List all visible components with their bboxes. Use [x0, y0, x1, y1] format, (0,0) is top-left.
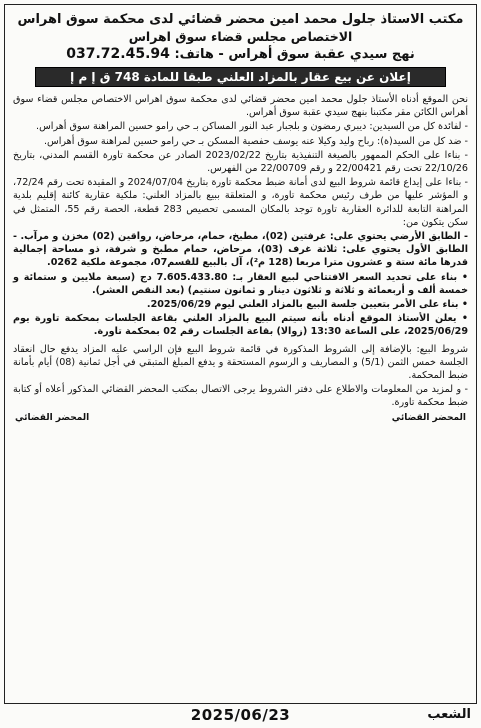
signature-left: المحضر القضائي [15, 412, 90, 423]
paragraph-conditions-deposit: - بناءا على إيداع قائمة شروط البيع لدى أمانة ضبط محكمة تاورة بتاريخ 2024/07/04 و المقيدة تحت رقم 72/24، و المؤشر عليها من طرف رئيس محكمة تاورة، و المتعلقة ببيع بالمزاد العلني: ملكية عقارية كائنة إقليم بلدية المراهنة التابعة للدائرة العقارية تاورة توجد بالمكان المسمى تحصيص 283 قطعة، الحصة رقم 55، المتمثل في سكن يتكون من: [13, 177, 469, 228]
paragraph-property-description: - الطابق الأرضي يحتوي على: غرفتين (02)، مطبخ، حمام، مرحاض، رواقين (02) مخزن و مرآب. - الطابق الأول يحتوي على: ثلاثة غرف (03)، مرحاض، حمام مطبخ و شرفة، ذو مساحة إجمالية قدرها مائة ستة و عشرون مترا مربعا (128 م²)، آل بالبيع للقسم07، مجموعة ملكية 0262. [13, 231, 468, 269]
signature-right: المحضر القضائي [391, 412, 466, 423]
header [5, 5, 476, 63]
office-title: مكتب الاستاذ جلول محمد امين محضر قضائي لدى محكمة سوق اهراس [17, 12, 464, 27]
phone-number: 037.72.45.94 [66, 46, 170, 62]
paragraph-contact: - و لمزيد من المعلومات والاطلاع على دفتر الشروط يرجى الاتصال بمكتب المحضر القضائي المذكور أعلاه أو كتابة ضبط محكمة تاورة. [13, 384, 468, 409]
paragraph-session-order: • بناء على الأمر بتعيين جلسة البيع بالمزاد العلني ليوم 2025/06/29. [146, 299, 468, 311]
paragraph-auction-date: • يعلن الأستاذ الموقع أدناه بأنه سيتم البيع بالمزاد العلني بقاعة الجلسات بمحكمة تاورة يوم 2025/06/29، على الساعة 13:30 (زوالا) بقاعة الجلسات رقم 02 بمحكمة تاورة. [13, 313, 468, 338]
paragraph-intro: نحن الموقع أدناه الأستاذ جلول محمد امين محضر قضائي لدى محكمة سوق اهراس الاختصاص مجلس قضاء سوق أهراس الكائن مقر مكتبنا بنهج سيدي عقبة سوق أهراس. [13, 94, 468, 119]
signature-row [5, 411, 476, 423]
paragraph-sale-conditions: شروط البيع: بالإضافة إلى الشروط المذكورة في قائمة شروط البيع فإن الراسي عليه المزاد يدفع حال انعقاد الجلسة خمس الثمن (5/1) و المصاريف و الرسوم المستحقة و يدفع المبلغ المتبقي في أجل ثمانية (08) أيام بأمانة ضبط المحكمة. [13, 343, 469, 382]
paragraph-plaintiffs: - لفائدة كل من السيدين: ديبري رمضون و بلجبار عبد النور المساكن بـ حي رامو حسين المراهنة سوق أهراس. [36, 121, 468, 133]
paragraph-judgment: - بناءا على الحكم الممهور بالصيغة التنفيذية بتاريخ 2023/02/22 الصادر عن محكمة تاورة القسم المدني، بتاريخ 22/10/26 تحت رقم 22/00421 و رقم 22/00709 من الفهرس. [13, 149, 468, 175]
office-address [5, 46, 476, 63]
announcement-frame [4, 4, 477, 704]
newspaper-name: الشعب [427, 707, 471, 722]
announcement-banner: إعلان عن بيع عقار بالمزاد العلني طبقا للمادة 748 ق إ م إ [35, 67, 446, 87]
paragraph-opening-price: • بناء على تحديد السعر الافتتاحي لبيع العقار بـ: 7.605.433.80 دج (سبعة ملايين و ستمائة و خمسة ألف و أربعمائة و ثلاثة و ثلاثون دينار و ثمانون سنتيم) (بعد النقص العشر). [13, 271, 468, 296]
paragraph-defendant: - ضد كل من السيد(ة): رباح وليد وكيلا عنه يوسف حفصية المسكن بـ حي رامو حسين لمراهنة سوق أهراس. [43, 135, 468, 147]
publication-date: 2025/06/23 [190, 706, 291, 724]
office-jurisdiction: الاختصاص مجلس قضاء سوق اهراس [128, 29, 353, 44]
address-text: نهج سيدي عقبة سوق أهراس - هاتف: [174, 47, 415, 62]
announcement-body [5, 89, 476, 410]
footer [0, 706, 481, 726]
